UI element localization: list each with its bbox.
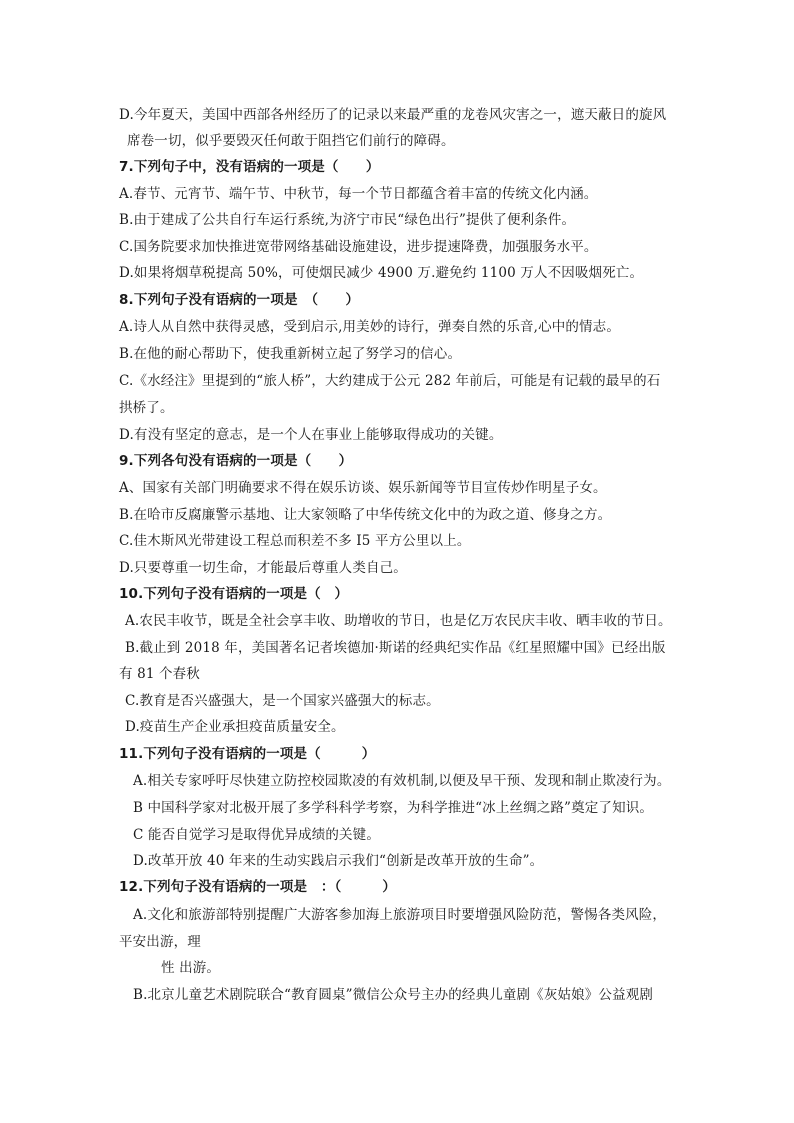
option-line: A.农民丰收节，既是全社会享丰收、助增收的节日，也是亿万农民庆丰收、晒丰收的节日。: [125, 613, 672, 629]
option-line: D.改革开放 40 年来的生动实践启示我们“创新是改革开放的生命”。: [133, 853, 544, 869]
option-line: A.诗人从自然中获得灵感，受到启示,用美妙的诗行，弹奏自然的乐音,心中的情志。: [119, 319, 620, 335]
option-line: D.如果将烟草税提高 50%，可使烟民减少 4900 万.避免约 1100 万人不因吸烟死亡。: [119, 265, 644, 281]
option-line: C.《水经注》里提到的“旅人桥”，大约建成于公元 282 年前后，可能是有记载的最早的石: [119, 373, 661, 389]
question-heading: 7.下列句子中，没有语病的一项是（ ）: [119, 159, 380, 175]
option-line: 平安出游，理: [119, 934, 201, 950]
option-line: B.截止到 2018 年，美国著名记者埃德加·斯诺的经典纪实作品《红星照耀中国》已经出版: [125, 640, 666, 656]
option-line: A.文化和旅游部特别提醒广大游客参加海上旅游项目时要增强风险防范，警惕各类风险，: [133, 907, 667, 923]
option-line: C 能否自觉学习是取得优异成绩的关键。: [133, 827, 380, 843]
option-line: D.今年夏天，美国中西部各州经历了的记录以来最严重的龙卷风灾害之一，遮天蔽日的旋风: [119, 107, 667, 123]
option-line: 性 出游。: [161, 960, 221, 976]
option-line: B.由于建成了公共自行车运行系统,为济宁市民“绿色出行”提供了便利条件。: [119, 212, 576, 228]
option-line: A、国家有关部门明确要求不得在娱乐访谈、娱乐新闻等节目宣传炒作明星子女。: [119, 480, 607, 496]
option-line: C.教育是否兴盛强大，是一个国家兴盛强大的标志。: [125, 693, 440, 709]
option-line: B.在他的耐心帮助下，使我重新树立起了努学习的信心。: [119, 346, 462, 362]
option-line: A.相关专家呼吁尽快建立防控校园欺凌的有效机制,以便及早干预、发现和制止欺凌行为。: [133, 773, 671, 789]
option-line: B.在哈市反腐廉警示基地、让大家领略了中华传统文化中的为政之道、修身之方。: [119, 507, 612, 523]
option-line: D.只要尊重一切生命，才能最后尊重人类自己。: [119, 560, 407, 576]
question-heading: 12.下列句子没有语病的一项是 ：（ ）: [119, 879, 396, 895]
option-line: C.佳木斯风光带建设工程总而积差不多 I5 平方公里以上。: [119, 533, 471, 549]
question-heading: 10.下列句子没有语病的一项是（ ）: [119, 586, 349, 602]
option-line: D.有没有坚定的意志，是一个人在事业上能够取得成功的关键。: [119, 427, 503, 443]
option-line: B 中国科学家对北极开展了多学科科学考察，为科学推进“冰上丝绸之路”奠定了知识。: [133, 800, 654, 816]
option-line: B.北京儿童艺术剧院联合“教育圆桌”微信公众号主办的经典儿童剧《灰姑娘》公益观剧: [133, 987, 654, 1003]
option-line: C.国务院要求加快推进宽带网络基础设施建设，进步提速降费，加强服务水平。: [119, 239, 598, 255]
option-line: D.疫苗生产企业承担疫苗质量安全。: [125, 719, 345, 735]
question-heading: 9.下列各句没有语病的一项是（ ）: [119, 453, 353, 469]
option-line: A.春节、元宵节、端午节、中秋节，每一个节日都蕴含着丰富的传统文化内涵。: [119, 186, 598, 202]
option-line: 席卷一切，似乎要毁灭任何敢于阻挡它们前行的障碍。: [127, 133, 455, 149]
question-heading: 8.下列句子没有语病的一项是 （ ）: [119, 292, 360, 308]
question-heading: 11.下列句子没有语病的一项是（ ）: [119, 746, 376, 762]
option-line: 拱桥了。: [119, 400, 174, 416]
option-line: 有 81 个春秋: [119, 666, 200, 682]
